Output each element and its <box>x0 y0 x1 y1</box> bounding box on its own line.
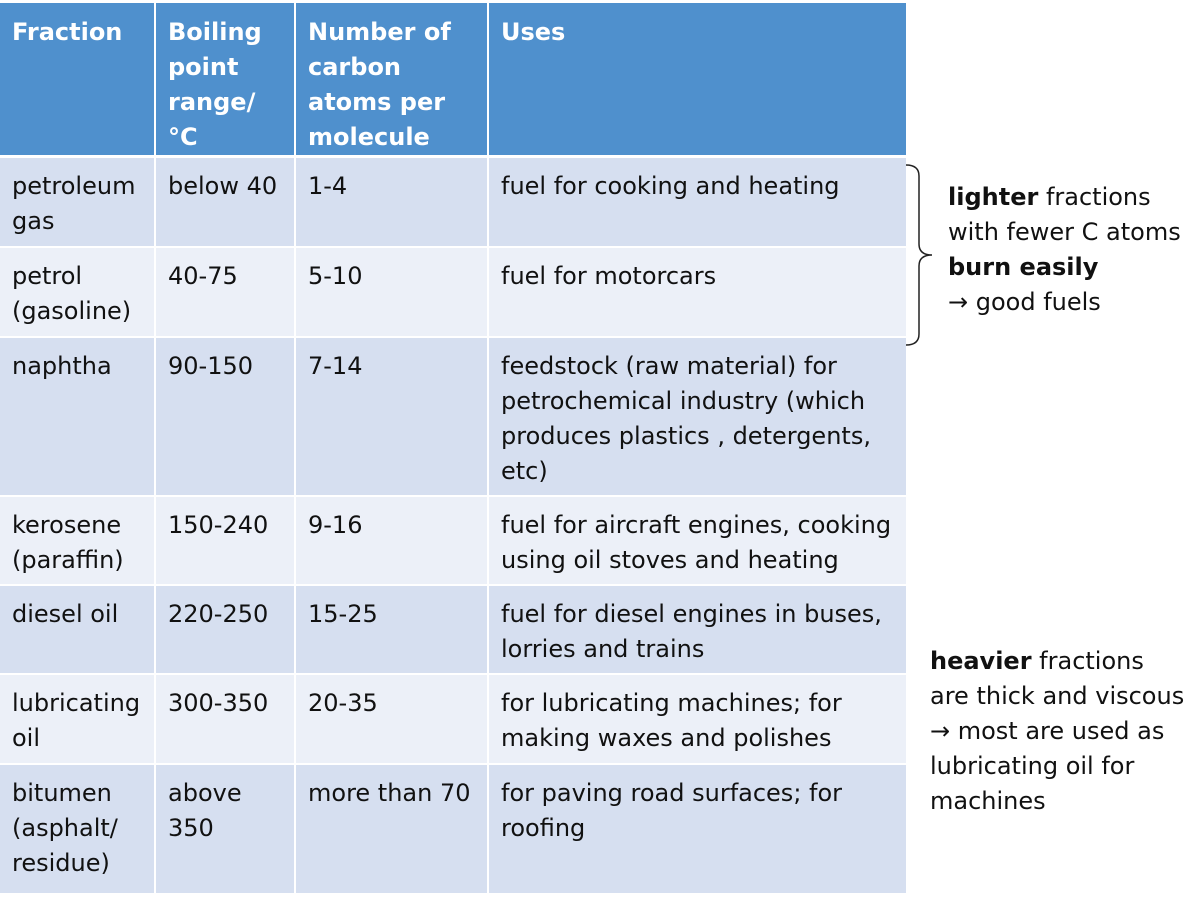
table-row <box>0 496 906 585</box>
cell-uses: fuel for cooking and heating <box>488 157 906 247</box>
table-header-row <box>0 3 906 157</box>
cell-carbon-atoms: more than 70 <box>295 764 488 894</box>
fractions-table <box>0 3 906 895</box>
right-brace-icon <box>904 164 934 346</box>
cell-uses: fuel for diesel engines in buses, lorries and trains <box>488 585 906 674</box>
header-carbon-atoms: Number of carbon atoms per molecule <box>295 3 488 157</box>
cell-fraction: petrol (gasoline) <box>0 247 155 337</box>
cell-fraction: petroleum gas <box>0 157 155 247</box>
lighter-fractions-note <box>948 180 1193 320</box>
table-row <box>0 337 906 496</box>
cell-carbon-atoms: 20-35 <box>295 674 488 764</box>
note-text-good-fuels: → good fuels <box>948 288 1101 316</box>
header-fraction: Fraction <box>0 3 155 157</box>
note-bold-heavier: heavier <box>930 647 1032 675</box>
table-row <box>0 157 906 247</box>
cell-fraction: kerosene (paraffin) <box>0 496 155 585</box>
note-text: fractions are thick and viscous → most are used as lubricating oil for machines <box>930 647 1185 815</box>
cell-uses: for paving road surfaces; for roofing <box>488 764 906 894</box>
heavier-fractions-note <box>930 644 1190 819</box>
cell-fraction: naphtha <box>0 337 155 496</box>
cell-boiling-point: 90-150 <box>155 337 295 496</box>
cell-uses: for lubricating machines; for making waxes and polishes <box>488 674 906 764</box>
cell-carbon-atoms: 9-16 <box>295 496 488 585</box>
cell-carbon-atoms: 7-14 <box>295 337 488 496</box>
cell-uses: fuel for motorcars <box>488 247 906 337</box>
note-bold-burn-easily: burn easily <box>948 253 1099 281</box>
cell-boiling-point: above 350 <box>155 764 295 894</box>
table-row <box>0 585 906 674</box>
cell-carbon-atoms: 5-10 <box>295 247 488 337</box>
header-boiling-point: Boiling point range/°C <box>155 3 295 157</box>
cell-fraction: bitumen (asphalt/ residue) <box>0 764 155 894</box>
cell-fraction: lubricating oil <box>0 674 155 764</box>
cell-boiling-point: below 40 <box>155 157 295 247</box>
note-text: fractions with fewer C atoms <box>948 183 1181 246</box>
note-bold-lighter: lighter <box>948 183 1039 211</box>
table-row <box>0 247 906 337</box>
table-row <box>0 674 906 764</box>
cell-carbon-atoms: 1-4 <box>295 157 488 247</box>
cell-boiling-point: 40-75 <box>155 247 295 337</box>
table-row <box>0 764 906 894</box>
cell-boiling-point: 220-250 <box>155 585 295 674</box>
cell-uses: fuel for aircraft engines, cooking using oil stoves and heating <box>488 496 906 585</box>
cell-fraction: diesel oil <box>0 585 155 674</box>
cell-carbon-atoms: 15-25 <box>295 585 488 674</box>
header-uses: Uses <box>488 3 906 157</box>
cell-boiling-point: 150-240 <box>155 496 295 585</box>
cell-uses: feedstock (raw material) for petrochemical industry (which produces plastics , detergents, etc) <box>488 337 906 496</box>
cell-boiling-point: 300-350 <box>155 674 295 764</box>
